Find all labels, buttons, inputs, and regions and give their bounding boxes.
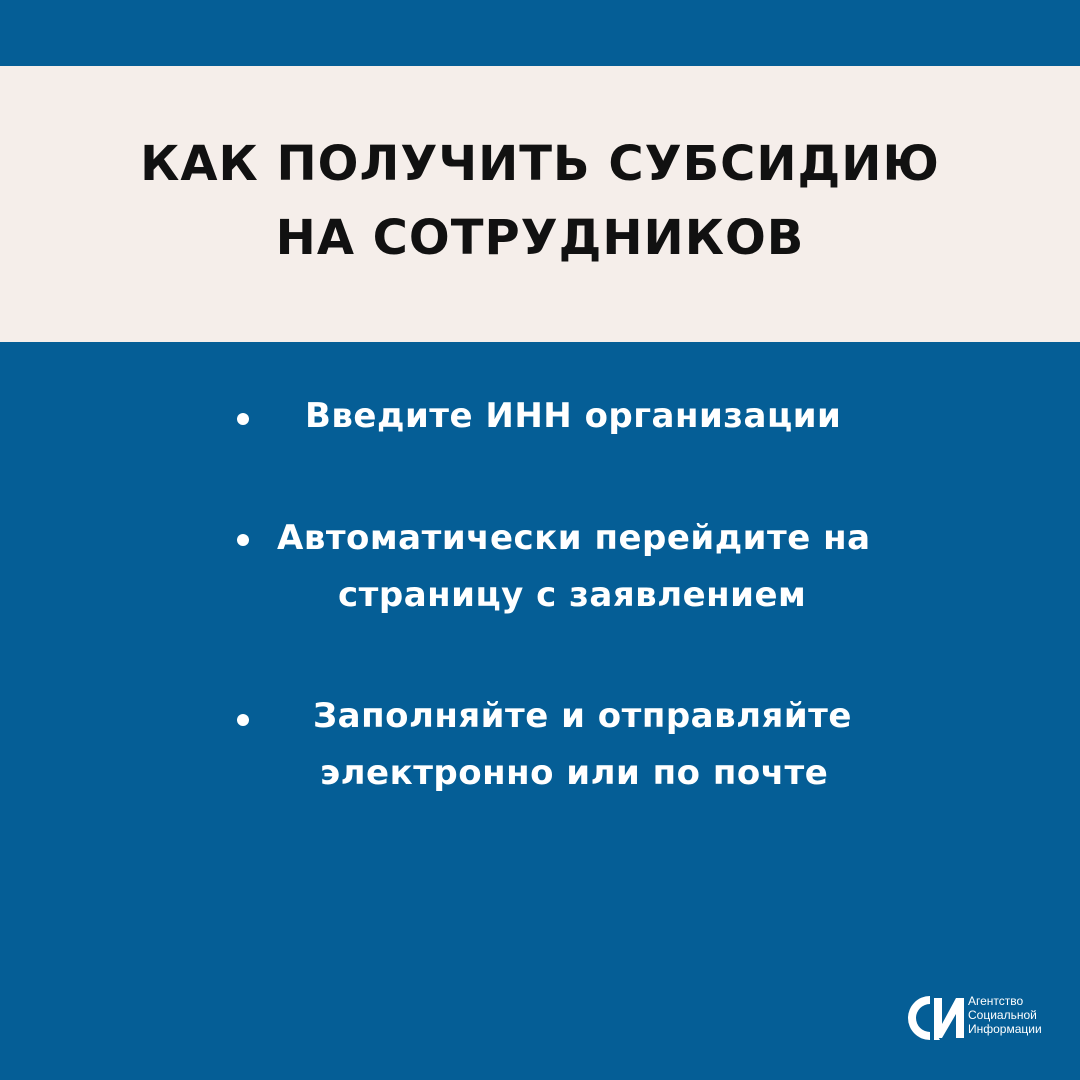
agency-logo-text (968, 994, 1042, 1036)
step-3-line-1: Заполняйте и отправляйте (313, 696, 852, 736)
step-2-line-1: Автоматически перейдите на (277, 518, 871, 558)
agency-logo-mark-icon (900, 990, 966, 1046)
step-2-line-2: страницу с заявлением (338, 575, 807, 615)
logo-text-line: Социальной (968, 1008, 1037, 1022)
bullet-icon (237, 534, 249, 546)
bullet-icon (237, 714, 249, 726)
step-3-line-2: электронно или по почте (320, 753, 829, 793)
bullet-icon (237, 413, 249, 425)
page-title-line-2: НА СОТРУДНИКОВ (275, 210, 805, 266)
step-1-line-1: Введите ИНН организации (305, 396, 842, 436)
logo-text-line: Информации (968, 1022, 1042, 1036)
agency-logo (900, 990, 1060, 1046)
title-banner (0, 66, 1080, 342)
page-title-line-1: КАК ПОЛУЧИТЬ СУБСИДИЮ (140, 136, 940, 192)
logo-text-line: Агентство (968, 994, 1024, 1008)
